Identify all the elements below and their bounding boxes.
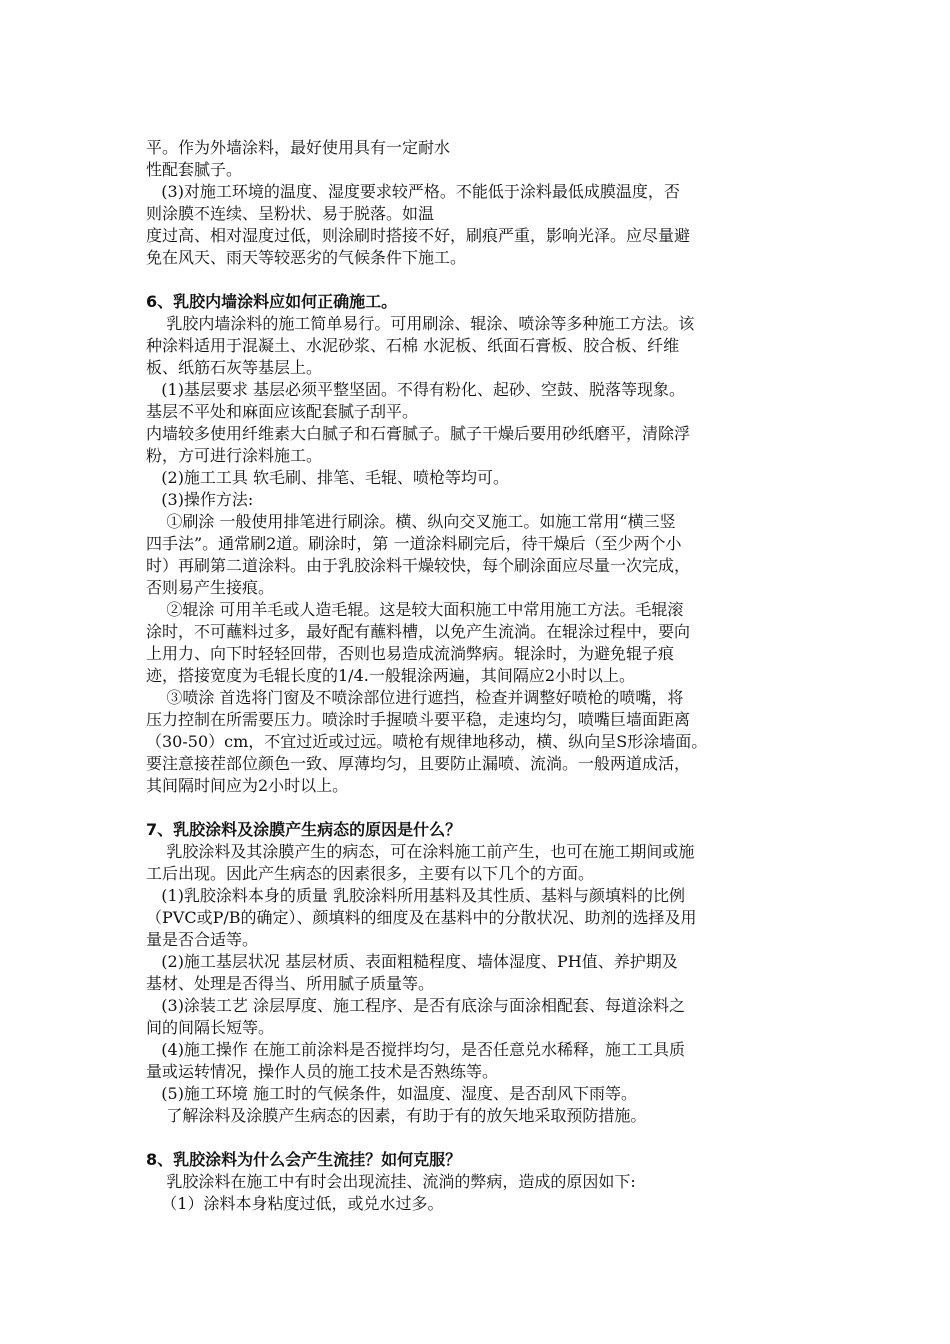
section-8-heading: 8、乳胶涂料为什么会产生流挂？如何克服？	[146, 1150, 462, 1169]
text-line: 四手法”。通常刷2道。刷涂时，第 一道涂料刷完后，待干燥后（至少两个小	[146, 534, 682, 553]
section-7-heading: 7、乳胶涂料及涂膜产生病态的原因是什么？	[146, 820, 462, 839]
text-line: 内墙较多使用纤维素大白腻子和石膏腻子。腻子干燥后要用砂纸磨平，清除浮	[146, 424, 691, 443]
text-line: （PVC或P/B的确定）、颜填料的细度及在基料中的分散状况、助剂的选择及用	[146, 908, 697, 927]
text-line: ②辊涂 可用羊毛或人造毛辊。这是较大面积施工中常用施工方法。毛辊滚	[146, 600, 684, 619]
text-line: (2)施工基层状况 基层材质、表面粗糙程度、墙体湿度、PH值、养护期及	[146, 952, 678, 971]
text-line: 上用力、向下时轻轻回带，否则也易造成流淌弊病。辊涂时，为避免辊子痕	[146, 644, 675, 663]
text-line: (3)对施工环境的温度、湿度要求较严格。不能低于涂料最低成膜温度，否	[146, 182, 680, 201]
text-line: （1）涂料本身粘度过低，或兑水过多。	[146, 1194, 444, 1213]
text-line: 乳胶涂料及其涂膜产生的病态，可在涂料施工前产生，也可在施工期间或施	[146, 842, 695, 861]
text-line: 间的间隔长短等。	[146, 1018, 275, 1037]
text-line: (2)施工工具 软毛刷、排笔、毛辊、喷枪等均可。	[146, 468, 510, 487]
text-line: 量或运转情况，操作人员的施工技术是否熟练等。	[146, 1062, 499, 1081]
text-line: 了解涂料及涂膜产生病态的因素，有助于有的放矢地采取预防措施。	[146, 1106, 647, 1125]
text-line: 时）再刷第二道涂料。由于乳胶涂料干燥较快，每个刷涂面应尽量一次完成，	[146, 556, 691, 575]
text-line: 乳胶涂料在施工中有时会出现流挂、流淌的弊病，造成的原因如下:	[146, 1172, 636, 1191]
text-line: 基材、处理是否得当、所用腻子质量等。	[146, 974, 435, 993]
text-line: 其间隔时间应为2小时以上。	[146, 776, 349, 795]
section-7-body	[146, 841, 816, 1127]
text-line: 种涂料适用于混凝土、水泥砂浆、石棉 水泥板、纸面石膏板、胶合板、纤维	[146, 336, 680, 355]
text-line: 工后出现。因此产生病态的因素很多，主要有以下几个的方面。	[146, 864, 595, 883]
text-line: 压力控制在所需要压力。喷涂时手握喷斗要平稳，走速均匀，喷嘴巨墙面距离	[146, 710, 691, 729]
text-line: 迹，搭接宽度为毛辊长度的1/4.一般辊涂两遍，其间隔应2小时以上。	[146, 666, 636, 685]
text-line: 板、纸筋石灰等基层上。	[146, 358, 323, 377]
section-8-body	[146, 1171, 816, 1215]
text-line: 度过高、相对湿度过低，则涂刷时搭接不好，刷痕严重，影响光泽。应尽量避	[146, 226, 691, 245]
text-line: 则涂膜不连续、呈粉状、易于脱落。如温	[146, 204, 435, 223]
document-page	[146, 137, 816, 1215]
continued-text	[146, 137, 816, 269]
text-line: 否则易产生接痕。	[146, 578, 275, 597]
text-line: 粉，方可进行涂料施工。	[146, 446, 323, 465]
text-line: (3)涂装工艺 涂层厚度、施工程序、是否有底涂与面涂相配套、每道涂料之	[146, 996, 686, 1015]
text-line: 基层不平处和麻面应该配套腻子刮平。	[146, 402, 419, 421]
section-6-heading: 6、乳胶内墙涂料应如何正确施工。	[146, 292, 398, 311]
text-line: (5)施工环境 施工时的气候条件，如温度、湿度、是否刮风下雨等。	[146, 1084, 638, 1103]
text-line: 涂时，不可蘸料过多，最好配有蘸料槽，以免产生流淌。在辊涂过程中，要向	[146, 622, 691, 641]
text-line: 乳胶内墙涂料的施工简单易行。可用刷涂、辊涂、喷涂等多种施工方法。该	[146, 314, 695, 333]
text-line: （30-50）cm，不宜过近或过远。喷枪有规律地移动，横、纵向呈S形涂墙面。	[146, 732, 708, 751]
text-line: 免在风天、雨天等较恶劣的气候条件下施工。	[146, 248, 467, 267]
text-line: (1)基层要求 基层必须平整坚固。不得有粉化、起砂、空鼓、脱落等现象。	[146, 380, 686, 399]
text-line: (3)操作方法:	[146, 490, 254, 509]
text-line: 量是否合适等。	[146, 930, 259, 949]
text-line: ③喷涂 首选将门窗及不喷涂部位进行遮挡，检查并调整好喷枪的喷嘴，将	[146, 688, 684, 707]
section-6-body	[146, 313, 816, 797]
text-line: 要注意接茬部位颜色一致、厚薄均匀，且要防止漏喷、流淌。一般两道成活，	[146, 754, 691, 773]
text-line: (1)乳胶涂料本身的质量 乳胶涂料所用基料及其性质、基料与颜填料的比例	[146, 886, 686, 905]
text-line: 性配套腻子。	[146, 160, 243, 179]
text-line: ①刷涂 一般使用排笔进行刷涂。横、纵向交叉施工。如施工常用“横三竖	[146, 512, 676, 531]
text-line: (4)施工操作 在施工前涂料是否搅拌均匀，是否任意兑水稀释，施工工具质	[146, 1040, 686, 1059]
text-line: 平。作为外墙涂料，最好使用具有一定耐水	[146, 138, 451, 157]
